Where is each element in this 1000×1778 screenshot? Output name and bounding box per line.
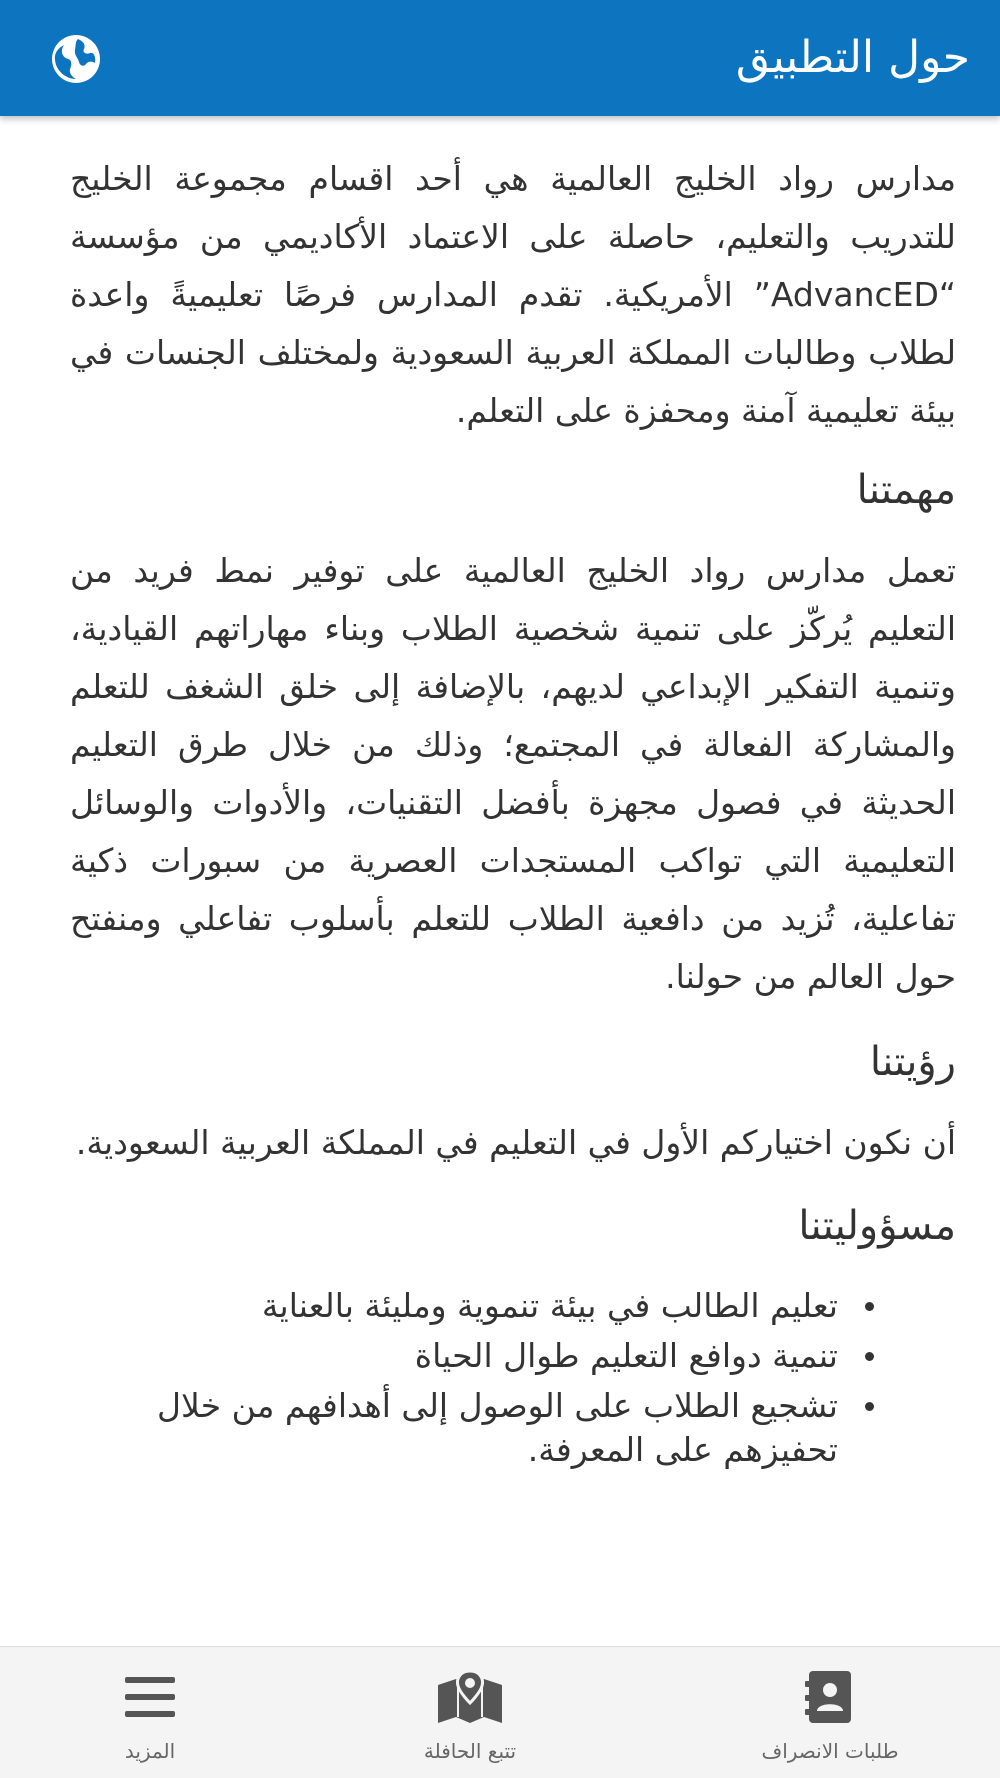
app-header [0, 0, 1000, 116]
responsibility-list [70, 1284, 956, 1472]
vision-heading: رؤيتنا [869, 1039, 956, 1085]
responsibility-heading: مسؤوليتنا [798, 1203, 956, 1249]
nav-bus-tracking[interactable] [340, 1647, 600, 1778]
list-item: تنمية دوافع التعليم طوال الحياة [70, 1334, 874, 1378]
page-title: حول التطبيق [735, 32, 970, 83]
vision-paragraph: أن نكون اختياركم الأول في التعليم في المملكة العربية السعودية. [75, 1123, 956, 1162]
globe-icon [50, 33, 102, 85]
list-item: تشجيع الطلاب على الوصول إلى أهدافهم من خلال تحفيزهم على المعرفة. [70, 1384, 874, 1472]
mission-heading: مهمتنا [856, 467, 956, 513]
map-marker-icon [436, 1669, 504, 1725]
nav-leave-requests-label: طلبات الانصراف [761, 1739, 899, 1763]
contact-card-icon [805, 1669, 855, 1725]
nav-bus-tracking-label: تتبع الحافلة [423, 1739, 517, 1763]
nav-leave-requests[interactable] [700, 1647, 960, 1778]
menu-icon [123, 1669, 177, 1725]
mission-paragraph: تعمل مدارس رواد الخليج العالمية على توفير نمط فريد من التعليم يُركّز على تنمية شخصية الطلاب وبناء مهاراتهم القيادية، وتنمية التفكير الإبداعي لديهم، بالإضافة إلى خلق الشغف للتعلم والمشاركة الفعالة في المجتمع؛ وذلك من خلال طرق التعليم الحديثة في فصول مجهزة بأفضل التقنيات، والأدوات والوسائل التعليمية التي تواكب المستجدات العصرية من سبورات ذكية تفاعلية، تُزيد من دافعية الطلاب للتعلم بأسلوب تفاعلي ومنفتح حول العالم من حولنا. [70, 551, 956, 996]
intro-paragraph: مدارس رواد الخليج العالمية هي أحد اقسام مجموعة الخليج للتدريب والتعليم، حاصلة على الاعتماد الأكاديمي من مؤسسة “AdvancED” الأمريكية. تقدم المدارس فرصًا تعليميةً واعدة لطلاب وطالبات المملكة العربية السعودية ولمختلف الجنسات في بيئة تعليمية آمنة ومحفزة على التعلم. [70, 159, 956, 430]
nav-more[interactable] [20, 1647, 280, 1778]
bottom-navigation [0, 1646, 1000, 1778]
about-content [0, 116, 1000, 1646]
list-item: تعليم الطالب في بيئة تنموية ومليئة بالعناية [70, 1284, 874, 1328]
language-button[interactable] [50, 33, 102, 85]
nav-more-label: المزيد [124, 1739, 176, 1763]
